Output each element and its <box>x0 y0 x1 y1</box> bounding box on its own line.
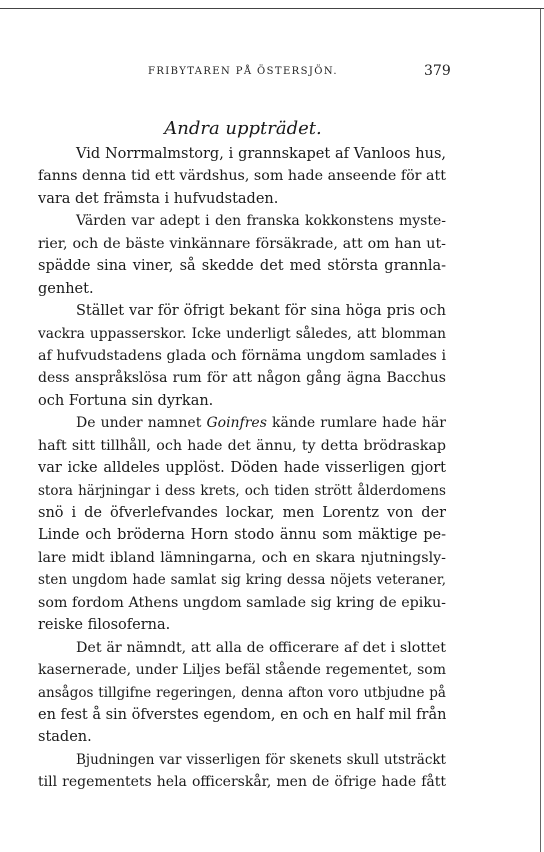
text-line: spädde sina viner, så skedde det med största grannla- <box>38 258 446 275</box>
text-line: Linde och bröderna Horn stodo ännu som mäktige pe- <box>38 527 446 544</box>
text-line: till regementets hela officerskår, men de öfrige hade fått <box>38 774 446 791</box>
running-head: FRIBYTAREN PÅ ÖSTERSJÖN. <box>148 66 338 77</box>
text-line: var icke alldeles upplöst. Döden hade visserligen gjort <box>38 460 446 477</box>
text-line: staden. <box>38 729 92 746</box>
text-line: vara det främsta i hufvudstaden. <box>38 190 279 207</box>
text-line: Vid Norrmalmstorg, i grannskapet af Vanloos hus, <box>76 146 446 162</box>
text-line: Värden var adept i den franska kokkonstens myste- <box>76 213 446 230</box>
text-line: af hufvudstadens glada och förnäma ungdom samlades i <box>38 347 446 364</box>
text-line: haft sitt tillhåll, och hade det ännu, ty detta brödraskap <box>38 437 446 454</box>
text-line: snö i de öfverlefvandes lockar, men Lorentz von der <box>38 505 446 521</box>
text-line: De under namnet Goinfres kände rumlare hade här <box>76 415 446 432</box>
text-line: genhet. <box>38 280 94 297</box>
text-line: en fest å sin öfverstes egendom, en och en half mil från <box>38 706 446 723</box>
italic-term: Goinfres <box>206 415 267 432</box>
text-line: kasernerade, under Liljes befäl stående regementet, som <box>38 662 446 679</box>
text-line: fanns denna tid ett värdshus, som hade anseende för att <box>38 168 446 185</box>
right-border-rule <box>540 9 541 852</box>
body-text <box>38 143 446 794</box>
text-line: ansågos tillgifne regeringen, denna afton voro utbjudne på <box>38 684 446 701</box>
text-line: som fordom Athens ungdom samlade sig kring de epiku- <box>38 594 446 611</box>
text-line: stora härjningar i dess krets, och tiden strött ålderdomens <box>38 482 446 499</box>
top-border-rule <box>0 8 544 9</box>
text-line: Stället var för öfrigt bekant för sina höga pris och <box>76 303 446 320</box>
text-line: Det är nämndt, att alla de officerare af det i slottet <box>76 639 446 656</box>
text-line: dess anspråkslösa rum för att någon gång ägna Bacchus <box>38 370 446 387</box>
text-line: och Fortuna sin dyrkan. <box>38 392 214 409</box>
text-line: lare midt ibland lämningarna, och en skara njutningsly- <box>38 549 446 566</box>
section-title: Andra uppträdet. <box>164 118 322 139</box>
text-line: sten ungdom hade samlat sig kring dessa nöjets veteraner, <box>38 572 446 589</box>
text-line: Bjudningen var visserligen för skenets skull utsträckt <box>76 751 446 768</box>
text-line: vackra uppasserskor. Icke underligt således, att blomman <box>38 325 446 342</box>
page-number: 379 <box>424 63 451 79</box>
text-line: rier, och de bäste vinkännare försäkrade, att om han ut- <box>38 235 446 252</box>
text-line: reiske filosoferna. <box>38 617 171 634</box>
